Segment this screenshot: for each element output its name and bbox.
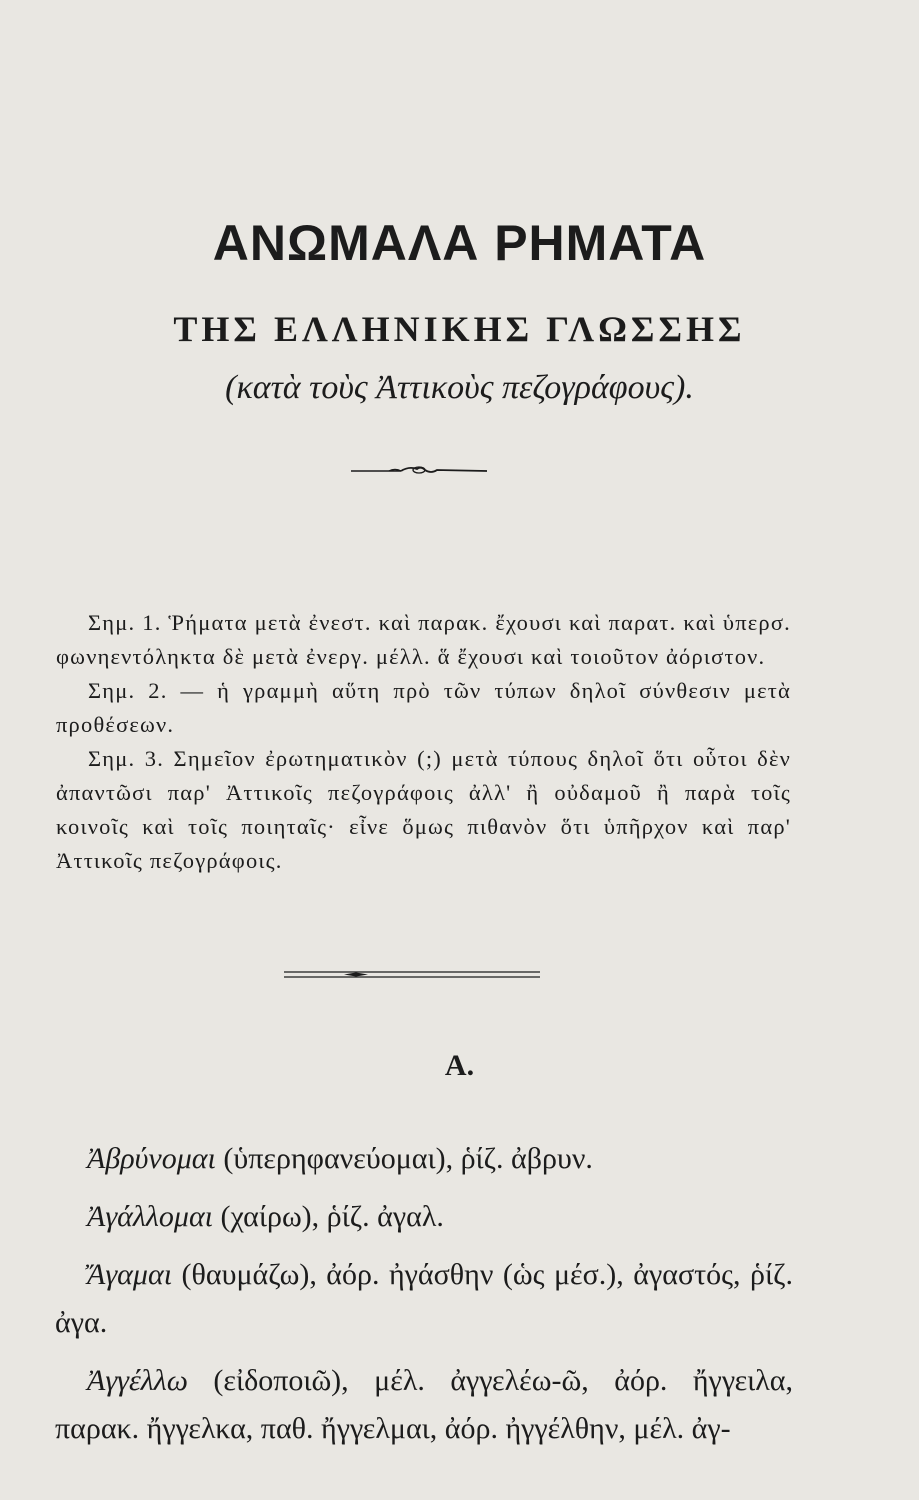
note-3: Σημ. 3. Σημεῖον ἐρωτηματικὸν (;) μετὰ τύπους δηλοῖ ὅτι οὗτοι δὲν ἀπαντῶσι παρ' Ἀττικοῖς πεζογράφοις ἀλλ' ἢ οὐδαμοῦ ἢ παρὰ τοῖς κοινοῖς καὶ τοῖς ποιηταῖς· εἶνε ὅμως πιθανὸν ὅτι ὑπῆρχον καὶ παρ' Ἀττικοῖς πεζογράφοις. (56, 746, 791, 873)
entry (55, 1193, 793, 1241)
entry-lemma: Ἀβρύνομαι (87, 1142, 216, 1175)
section-heading: Α. (444, 1049, 475, 1082)
entry-text: (χαίρω), ῥίζ. ἀγαλ. (213, 1200, 444, 1233)
ornament-divider (349, 462, 489, 478)
entry-lemma: Ἀγάλλομαι (87, 1200, 214, 1233)
entry (55, 1135, 793, 1183)
entry-text: (εἰδοποιῶ), μέλ. ἀγγελέω-ῶ, ἀόρ. ἤγγειλα, παρακ. ἤγγελκα, παθ. ἤγγελμαι, ἀόρ. ἠγγέλθην, μέλ. ἀγ- (55, 1364, 793, 1445)
notes-block (56, 606, 791, 878)
entry (55, 1357, 793, 1453)
entry-lemma: Ἄγαμαι (87, 1258, 173, 1291)
entry (55, 1251, 793, 1347)
entry-text: (θαυμάζω), ἀόρ. ἠγάσθην (ὡς μέσ.), ἀγαστός, ῥίζ. ἀγα. (55, 1258, 793, 1339)
entry-text: (ὑπερηφανεύομαι), ῥίζ. ἀβρυν. (215, 1142, 593, 1175)
entry-lemma: Ἀγγέλλω (87, 1364, 188, 1397)
page-subtitle: ΤΗΣ ΕΛΛΗΝΙΚΗΣ ΓΛΩΣΣΗΣ (173, 309, 746, 349)
note-1: Σημ. 1. Ῥήματα μετὰ ἐνεστ. καὶ παρακ. ἔχουσι καὶ παρατ. καὶ ὑπερσ. φωνηεντόληκτα δὲ μετὰ ἐνεργ. μέλλ. ἅ ἔχουσι καὶ τοιοῦτον ἀόριστον. (56, 610, 791, 669)
note-2: Σημ. 2. — ἡ γραμμὴ αὕτη πρὸ τῶν τύπων δηλοῖ σύνθεσιν μετὰ προθέσεων. (56, 678, 791, 737)
verb-entries (55, 1135, 793, 1463)
page-title: ΑΝΩΜΑΛΑ ΡΗΜΑΤΑ (212, 215, 707, 271)
title-note: (κατὰ τοὺς Ἀττικοὺς πεζογράφους). (225, 369, 694, 406)
double-rule-divider (284, 970, 540, 979)
